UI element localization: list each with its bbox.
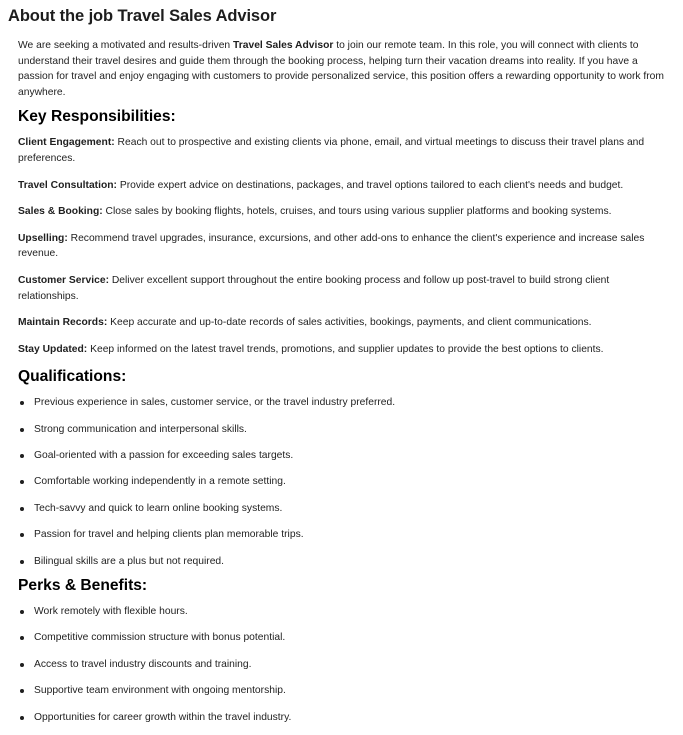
responsibility-text: Keep accurate and up-to-date records of sales activities, bookings, payments, and client communications. [107, 317, 592, 329]
responsibility-label: Client Engagement: [18, 137, 115, 149]
list-item [18, 501, 669, 517]
responsibility-item [18, 273, 669, 304]
perk-text: Access to travel industry discounts and training. [34, 658, 252, 670]
perks-heading: Perks & Benefits: [18, 577, 148, 595]
qualifications-list [18, 395, 669, 569]
list-item [18, 554, 669, 570]
bullet-icon [20, 401, 24, 405]
bullet-icon [20, 636, 24, 640]
responsibility-text: Provide expert advice on destinations, packages, and travel options tailored to each client's needs and budget. [116, 179, 624, 191]
list-item [18, 474, 669, 490]
intro-text-end: to join our remote team. In this role, you will connect with clients to understand their travel desires and guide them through the booking process, helping turn their vacation dreams into reality. If you have a passion for travel and enjoy engaging with customers to provide personalized service, this position offers a rewarding opportunity to work from anywhere. [18, 40, 664, 98]
qualification-text: Bilingual skills are a plus but not required. [34, 555, 225, 567]
list-item [18, 710, 669, 726]
qualification-text: Previous experience in sales, customer service, or the travel industry preferred. [34, 397, 396, 409]
bullet-icon [20, 507, 24, 511]
responsibility-label: Maintain Records: [18, 317, 108, 329]
responsibilities-heading: Key Responsibilities: [18, 108, 176, 126]
bullet-icon [20, 560, 24, 564]
qualifications-heading: Qualifications: [18, 368, 127, 386]
perk-text: Competitive commission structure with bonus potential. [34, 632, 286, 644]
responsibility-label: Upselling: [18, 232, 68, 244]
bullet-icon [20, 716, 24, 720]
bullet-icon [20, 610, 24, 614]
list-item [18, 657, 669, 673]
responsibility-label: Travel Consultation: [18, 179, 117, 191]
qualification-text: Comfortable working independently in a remote setting. [34, 476, 286, 488]
intro-paragraph [18, 38, 669, 100]
responsibility-item [18, 231, 669, 262]
bullet-icon [20, 533, 24, 537]
perk-text: Supportive team environment with ongoing mentorship. [34, 685, 286, 697]
qualification-text: Goal-oriented with a passion for exceeding sales targets. [34, 450, 294, 462]
job-title: About the job Travel Sales Advisor [8, 7, 277, 25]
list-item [18, 604, 669, 620]
job-description-content [8, 38, 675, 725]
list-item [18, 448, 669, 464]
bullet-icon [20, 689, 24, 693]
bullet-icon [20, 480, 24, 484]
qualification-text: Tech-savvy and quick to learn online booking systems. [34, 502, 283, 514]
list-item [18, 527, 669, 543]
qualification-text: Strong communication and interpersonal skills. [34, 423, 247, 435]
bullet-icon [20, 663, 24, 667]
perk-text: Opportunities for career growth within the travel industry. [34, 711, 292, 723]
list-item [18, 630, 669, 646]
responsibility-label: Sales & Booking: [18, 206, 103, 218]
list-item [18, 683, 669, 699]
perks-list [18, 604, 669, 725]
perk-text: Work remotely with flexible hours. [34, 606, 188, 618]
intro-text-start: We are seeking a motivated and results-driven [18, 40, 234, 51]
bullet-icon [20, 454, 24, 458]
intro-highlight: Travel Sales Advisor [233, 40, 334, 51]
qualification-text: Passion for travel and helping clients plan memorable trips. [34, 529, 304, 541]
responsibility-item [18, 204, 669, 220]
responsibility-text: Keep informed on the latest travel trends, promotions, and supplier updates to provide the best options to clients. [87, 343, 604, 355]
responsibility-text: Close sales by booking flights, hotels, cruises, and tours using various supplier platforms and booking systems. [102, 206, 612, 218]
responsibility-item [18, 315, 669, 331]
responsibility-text: Deliver excellent support throughout the entire booking process and follow up post-travel to build strong client relationships. [18, 274, 610, 302]
list-item [18, 395, 669, 411]
responsibility-text: Recommend travel upgrades, insurance, excursions, and other add-ons to enhance the client's experience and increase sales revenue. [18, 232, 645, 260]
responsibility-item [18, 342, 669, 358]
bullet-icon [20, 428, 24, 432]
responsibility-label: Customer Service: [18, 274, 109, 286]
responsibility-text: Reach out to prospective and existing clients via phone, email, and virtual meetings to discuss their travel plans and preferences. [18, 137, 645, 164]
list-item [18, 422, 669, 438]
responsibility-item [18, 178, 669, 194]
responsibility-label: Stay Updated: [18, 343, 88, 355]
responsibility-item [18, 135, 669, 166]
